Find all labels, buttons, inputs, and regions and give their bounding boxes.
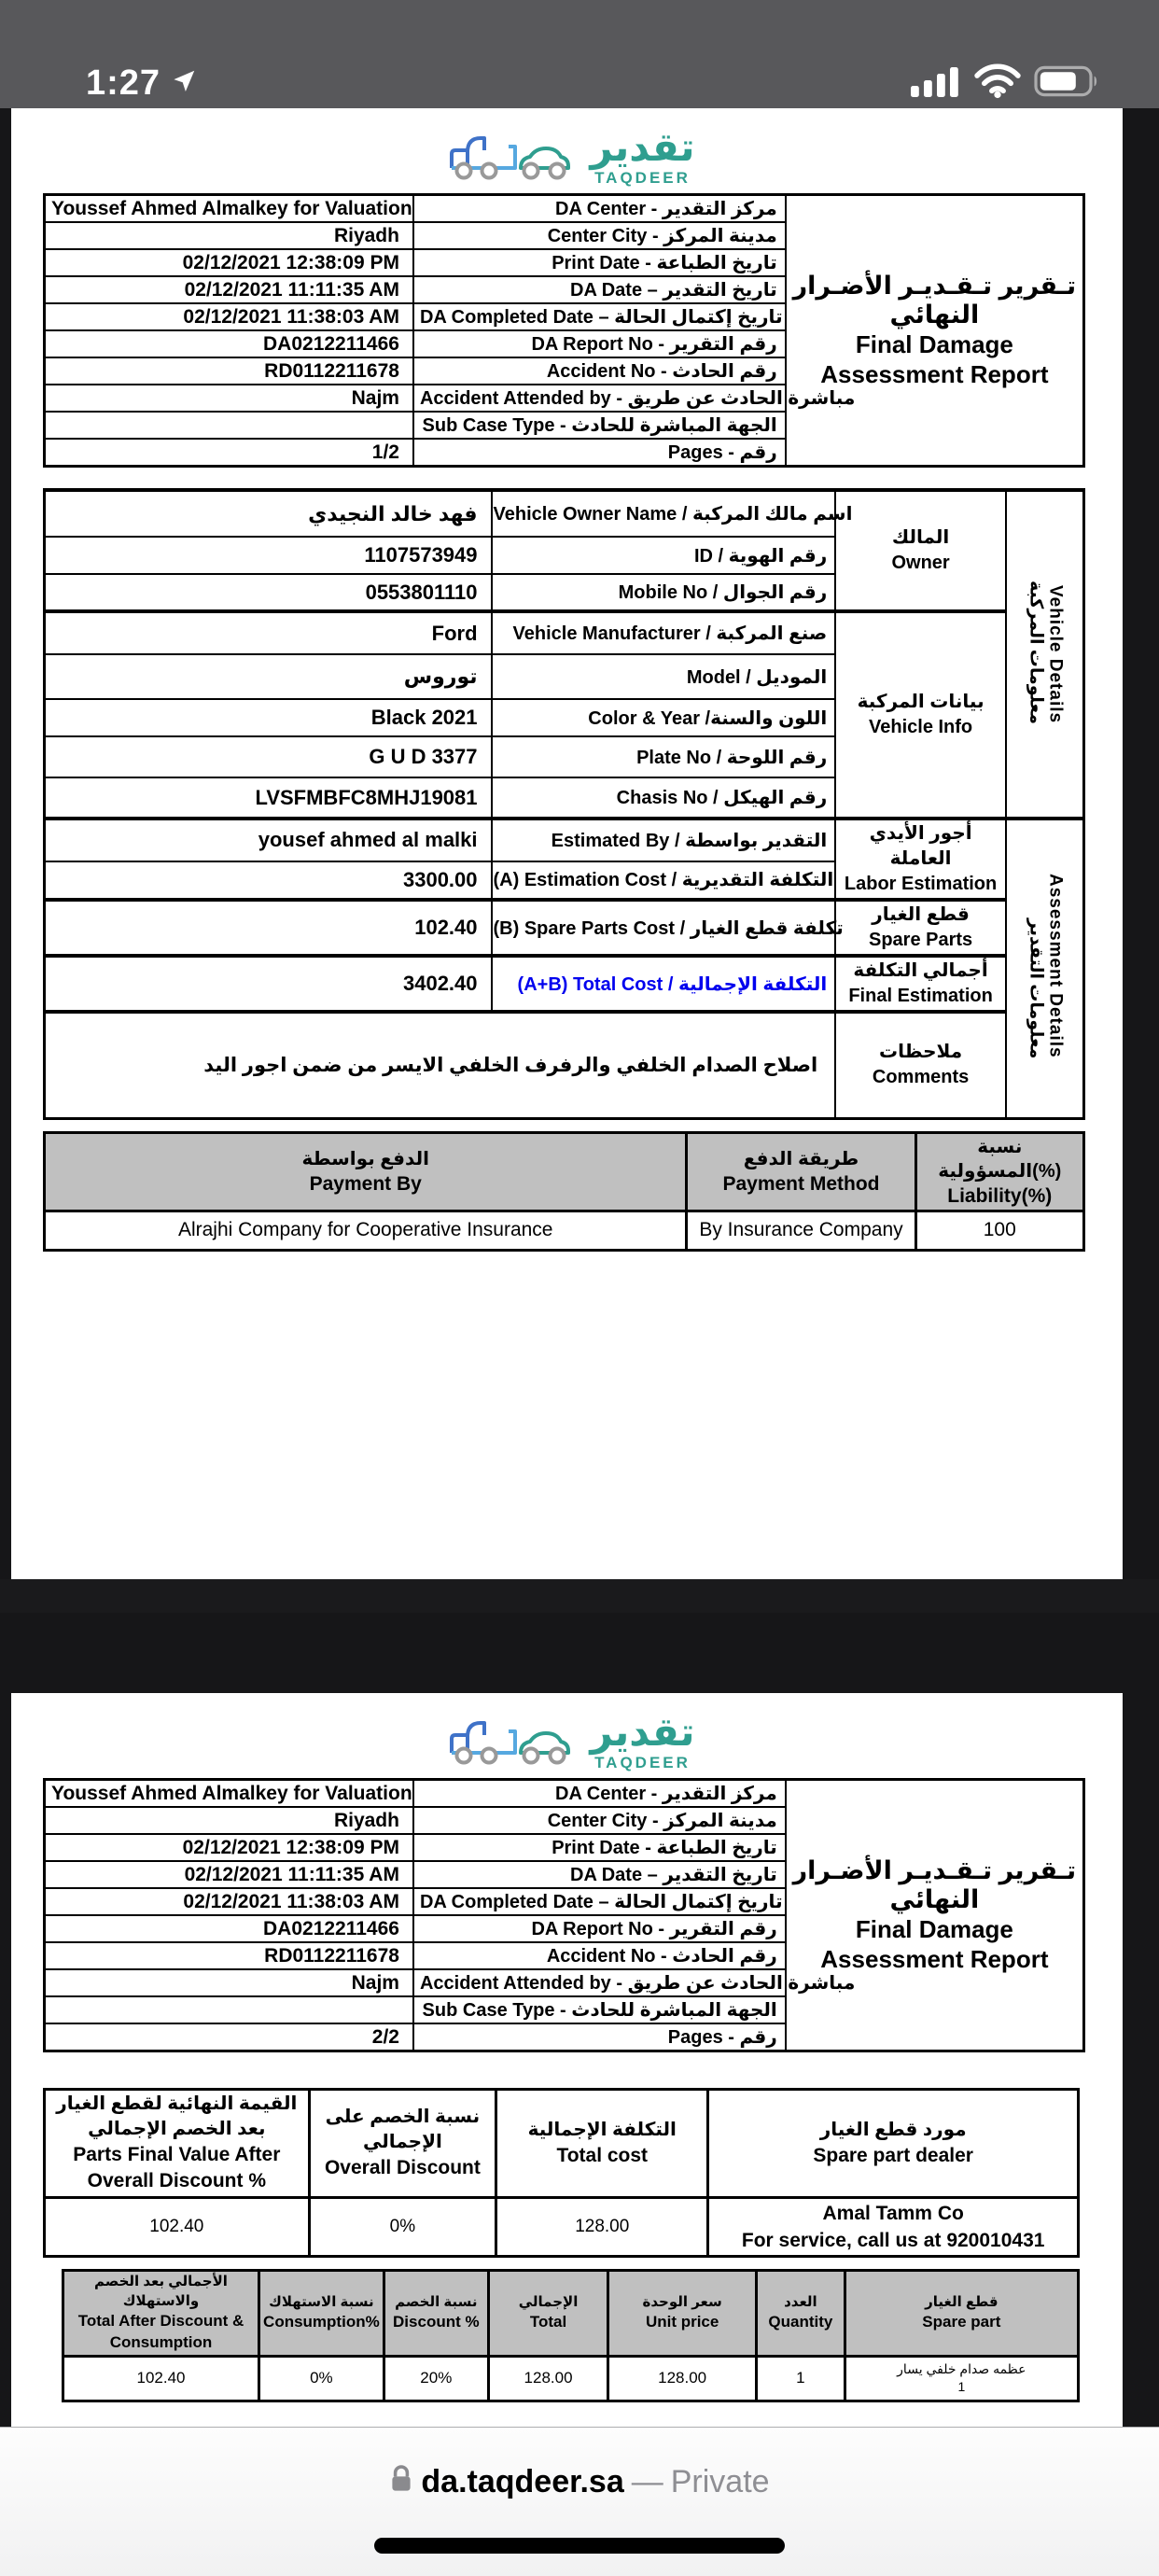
report-field-value: 02/12/2021 11:11:35 AM [45, 1861, 413, 1888]
part-value: 102.40 [63, 2356, 259, 2401]
report-field-label: Sub Case Type - الجهة المباشرة للحادث [413, 412, 786, 439]
column-header: طريقة الدفع Payment Method [687, 1132, 915, 1211]
payment-value: By Insurance Company [687, 1211, 915, 1250]
column-header: العدد Quantity [757, 2271, 845, 2356]
row-group-label: بيانات المركبة Vehicle Info [835, 611, 1006, 819]
vehicle-field-label: Color & Year /اللون والسنة [492, 699, 836, 736]
report-field-label: Accident No - رقم الحادث [413, 357, 786, 385]
report-field-value: DA0212211466 [45, 330, 413, 357]
vehicle-field-label: Estimated By / التقدير بواسطة [492, 819, 836, 861]
battery-icon [1034, 63, 1103, 104]
report-field-value: 02/12/2021 11:38:03 AM [45, 303, 413, 330]
brand-name-english: TAQDEER [594, 1754, 691, 1771]
vehicle-field-value: 102.40 [45, 900, 492, 956]
vehicle-assessment-table [43, 488, 1085, 1120]
row-group-label: المالك Owner [835, 490, 1006, 611]
spare-dealer-table [43, 2088, 1080, 2258]
part-value: 128.00 [488, 2356, 607, 2401]
report-field-value: RD0112211678 [45, 357, 413, 385]
report-field-label: DA Completed Date – تاريخ إكتمال الحالة [413, 303, 786, 330]
report-field-label: DA Date – تاريخ التقدير [413, 276, 786, 303]
taqdeer-wordmark [590, 125, 695, 187]
vehicle-field-label: Plate No / رقم اللوحة [492, 736, 836, 777]
dealer-value: 0% [309, 2197, 496, 2257]
comments-text: اصلاح الصدام الخلفي والرفرف الخلفي الايسر من ضمن اجور اليد [45, 1012, 836, 1118]
status-bar [0, 0, 1159, 121]
report-title: تـقرير تـقـديـر الأضـرار النهائي Final Damage Assessment Report [786, 1780, 1084, 2051]
report-field-label: DA Date – تاريخ التقدير [413, 1861, 786, 1888]
dealer-value: 128.00 [496, 2197, 708, 2257]
report-field-value [45, 412, 413, 439]
vehicle-field-value: yousef ahmed al malki [45, 819, 492, 861]
column-header: الأجمالي بعد الخصم والاستهلاك Total After Discount & Consumption [63, 2271, 259, 2356]
report-page-2 [11, 1693, 1123, 2427]
taqdeer-truck-icon [439, 1693, 579, 1771]
status-left-cluster [86, 63, 198, 104]
url-separator: — [631, 2464, 663, 2499]
part-value: 1 [757, 2356, 845, 2401]
row-group-label: أجمالي التكلفة Final Estimation [835, 956, 1006, 1012]
vehicle-field-label: (A+B) Total Cost / التكلفة الإجمالية [492, 956, 836, 1012]
report-header-table-p2 [43, 1778, 1085, 2052]
report-field-value: Riyadh [45, 1807, 413, 1834]
vehicle-field-label: ID / رقم الهوية [492, 537, 836, 574]
report-field-label: Sub Case Type - الجهة المباشرة للحادث [413, 1996, 786, 2023]
taqdeer-logo [439, 108, 694, 186]
report-field-label: Center City - مدينة المركز [413, 1807, 786, 1834]
report-field-label: DA Completed Date – تاريخ إكتمال الحالة [413, 1888, 786, 1915]
taqdeer-wordmark [590, 1710, 695, 1771]
report-field-value: 2/2 [45, 2023, 413, 2051]
section-vertical-label: معلومات المركبةVehicle Details [1006, 490, 1084, 819]
vehicle-field-label: Chasis No / رقم الهيكل [492, 777, 836, 819]
report-field-value [45, 1996, 413, 2023]
vehicle-field-value: 1107573949 [45, 537, 492, 574]
vehicle-field-label: Vehicle Owner Name / اسم مالك المركبة [492, 490, 836, 537]
report-field-value: 02/12/2021 11:38:03 AM [45, 1888, 413, 1915]
pdf-viewer[interactable] [0, 108, 1159, 2427]
vehicle-field-label: Model / الموديل [492, 654, 836, 699]
safari-toolbar [0, 2427, 1159, 2576]
home-indicator[interactable] [374, 2538, 785, 2554]
wifi-icon [974, 63, 1021, 104]
section-vertical-label: معلومات التقديرAssessment Details [1006, 819, 1084, 1118]
vehicle-field-label: (B) Spare Parts Cost / تكلفة قطع الغيار [492, 900, 836, 956]
vehicle-field-value: Ford [45, 611, 492, 654]
private-label: Private [670, 2464, 770, 2499]
column-header: نسبة الخصم Discount % [384, 2271, 488, 2356]
address-bar[interactable] [0, 2428, 1159, 2501]
payment-value: Alrajhi Company for Cooperative Insurance [45, 1211, 687, 1250]
report-field-value: DA0212211466 [45, 1915, 413, 1942]
report-page-1 [11, 108, 1123, 1579]
report-field-value: Riyadh [45, 222, 413, 249]
report-field-label: Accident No - رقم الحادث [413, 1942, 786, 1969]
column-header: سعر الوحدة Unit price [608, 2271, 757, 2356]
column-header: الدفع بواسطة Payment By [45, 1132, 687, 1211]
report-field-label: Accident Attended by - مباشرة الحادث عن طريق [413, 1969, 786, 1996]
brand-name-arabic: تقدير [590, 125, 695, 169]
report-field-value: 02/12/2021 12:38:09 PM [45, 249, 413, 276]
column-header: مورد قطع الغيار Spare part dealer [708, 2090, 1079, 2198]
brand-name-english: TAQDEER [594, 169, 691, 187]
report-field-label: Center City - مدينة المركز [413, 222, 786, 249]
spare-parts-table [62, 2269, 1080, 2401]
column-header: التكلفة الإجمالية Total cost [496, 2090, 708, 2198]
report-field-label: Print Date - تاريخ الطباعة [413, 1834, 786, 1861]
report-field-label: DA Report No - رقم التقرير [413, 1915, 786, 1942]
vehicle-field-label: (A) Estimation Cost / التكلفة التقديرية [492, 861, 836, 900]
column-header: القيمة النهائية لقطع الغيار بعد الخصم الإجمالي Parts Final Value After Overall Discount % [45, 2090, 310, 2198]
payment-table [43, 1131, 1085, 1252]
report-field-value: Youssef Ahmed Almalkey for Valuation [45, 195, 413, 223]
report-title: تـقرير تـقـديـر الأضـرار النهائي Final Damage Assessment Report [786, 195, 1084, 467]
vehicle-field-value: 3402.40 [45, 956, 492, 1012]
column-header: نسبة المسؤولية(%) Liability(%) [915, 1132, 1083, 1211]
clock: 1:27 [86, 63, 161, 103]
status-right-cluster [909, 63, 1103, 104]
url-text: da.taqdeer.sa [421, 2464, 624, 2499]
part-value: 128.00 [608, 2356, 757, 2401]
vehicle-field-label: Mobile No / رقم الجوال [492, 574, 836, 611]
report-field-label: DA Report No - رقم التقرير [413, 330, 786, 357]
report-field-label: DA Center - مركز التقدير [413, 1780, 786, 1808]
report-field-label: DA Center - مركز التقدير [413, 195, 786, 223]
lock-icon [389, 2463, 413, 2501]
report-field-value: Najm [45, 385, 413, 412]
part-value: 0% [258, 2356, 384, 2401]
row-group-label: قطع الغيار Spare Parts [835, 900, 1006, 956]
vehicle-field-label: Vehicle Manufacturer / صنع المركبة [492, 611, 836, 654]
vehicle-field-value: Black 2021 [45, 699, 492, 736]
report-field-value: 02/12/2021 12:38:09 PM [45, 1834, 413, 1861]
cellular-signal-icon [909, 64, 961, 103]
report-field-value: Najm [45, 1969, 413, 1996]
column-header: نسبة الخصم على الإجمالي Overall Discount [309, 2090, 496, 2198]
report-field-value: 1/2 [45, 439, 413, 467]
report-field-label: Pages - رقم [413, 2023, 786, 2051]
part-name: عظمه صدام خلفي يسار 1 [845, 2356, 1078, 2401]
report-field-label: Print Date - تاريخ الطباعة [413, 249, 786, 276]
column-header: قطع الغيار Spare part [845, 2271, 1078, 2356]
dealer-value: 102.40 [45, 2197, 310, 2257]
vehicle-field-value: 0553801110 [45, 574, 492, 611]
vehicle-field-value: G U D 3377 [45, 736, 492, 777]
row-group-label: ملاحظات Comments [835, 1012, 1006, 1118]
location-arrow-icon [170, 67, 198, 100]
column-header: نسبة الاستهلاك Consumption% [258, 2271, 384, 2356]
report-field-label: Pages - رقم [413, 439, 786, 467]
row-group-label: أجور الأيدي العاملة Labor Estimation [835, 819, 1006, 900]
brand-name-arabic: تقدير [590, 1710, 695, 1754]
report-field-value: 02/12/2021 11:11:35 AM [45, 276, 413, 303]
vehicle-field-value: توروس [45, 654, 492, 699]
dealer-name: Amal Tamm Co For service, call us at 920010431 [708, 2197, 1079, 2257]
column-header: الإجمالي Total [488, 2271, 607, 2356]
vehicle-field-value: LVSFMBFC8MHJ19081 [45, 777, 492, 819]
vehicle-field-value: فهد خالد النجيدي [45, 490, 492, 537]
taqdeer-truck-icon [439, 108, 579, 186]
vehicle-field-value: 3300.00 [45, 861, 492, 900]
page-divider [0, 1579, 1159, 1613]
payment-value: 100 [915, 1211, 1083, 1250]
report-field-value: Youssef Ahmed Almalkey for Valuation [45, 1780, 413, 1808]
taqdeer-logo [439, 1693, 694, 1771]
report-field-label: Accident Attended by - مباشرة الحادث عن طريق [413, 385, 786, 412]
part-value: 20% [384, 2356, 488, 2401]
report-field-value: RD0112211678 [45, 1942, 413, 1969]
report-header-table-p1 [43, 193, 1085, 468]
